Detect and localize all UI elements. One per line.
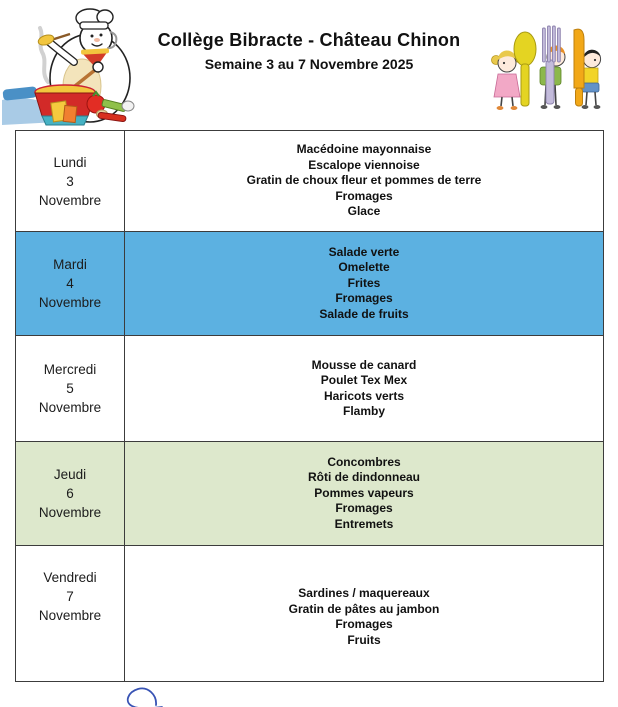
menu-item: Salade de fruits: [319, 306, 409, 321]
day-month: Novembre: [38, 295, 102, 310]
menu-cell: [125, 336, 603, 441]
day-month: Novembre: [38, 608, 102, 623]
menu-item: Macédoine mayonnaise: [296, 142, 432, 157]
menu-cell: [125, 131, 603, 231]
kids-cutlery-illustration-icon: [486, 22, 610, 118]
day-month: Novembre: [38, 505, 102, 520]
menu-item: Sardines / maquereaux: [298, 586, 430, 600]
day-date: 5: [66, 381, 74, 396]
menu-item: Flamby: [342, 404, 385, 418]
menu-item: Glace: [347, 204, 381, 219]
menu-item: Fruits: [347, 632, 381, 647]
day-date: 7: [66, 589, 74, 604]
menu-row-jeudi: [16, 442, 603, 546]
menu-item: Mousse de canard: [311, 357, 417, 372]
day-cell: [16, 546, 125, 681]
day-date: 6: [66, 486, 74, 501]
menu-table: [15, 130, 604, 682]
menu-item: Gratin de choux fleur et pommes de terre: [246, 173, 482, 188]
menu-item: Concombres: [327, 454, 401, 469]
menu-cell: [125, 232, 603, 335]
menu-item: Entremets: [334, 516, 394, 531]
title-block: [139, 30, 479, 72]
day-month: Novembre: [38, 192, 102, 208]
menu-row-mercredi: [16, 336, 603, 442]
menu-item: Fromages: [335, 291, 393, 306]
menu-item: Fromages: [335, 188, 393, 203]
page-subtitle: Semaine 3 au 7 Novembre 2025: [204, 56, 414, 72]
day-name: Vendredi: [43, 570, 97, 585]
day-date: 4: [66, 276, 74, 291]
menu-item: Frites: [347, 275, 381, 290]
menu-item: Escalope viennoise: [308, 157, 420, 172]
day-cell: [16, 232, 125, 335]
chef-illustration-icon: [2, 4, 138, 128]
day-name: Lundi: [53, 154, 87, 170]
menu-item: Pommes vapeurs: [314, 485, 414, 500]
day-month: Novembre: [38, 400, 102, 415]
document-header: [0, 0, 618, 130]
page-title: Collège Bibracte - Château Chinon: [157, 30, 461, 50]
blue-pen-scribble-icon: [110, 683, 180, 707]
menu-item: Poulet Tex Mex: [320, 373, 408, 387]
menu-cell: [125, 442, 603, 545]
day-cell: [16, 336, 125, 441]
day-cell: [16, 442, 125, 545]
menu-item: Rôti de dindonneau: [308, 470, 420, 485]
day-name: Mardi: [53, 257, 87, 272]
day-name: Jeudi: [53, 467, 87, 482]
day-date: 3: [66, 173, 74, 189]
menu-row-lundi: [16, 131, 603, 232]
menu-row-vendredi: [16, 546, 603, 681]
menu-item: Fromages: [335, 501, 393, 516]
menu-item: Omelette: [338, 260, 390, 275]
menu-row-mardi: [16, 232, 603, 336]
menu-item: Haricots verts: [323, 388, 405, 403]
day-cell: [16, 131, 125, 231]
menu-item: Gratin de pâtes au jambon: [288, 601, 440, 616]
day-name: Mercredi: [43, 362, 97, 377]
menu-item: Fromages: [335, 617, 393, 631]
menu-cell: [125, 546, 603, 681]
menu-item: Salade verte: [328, 244, 400, 259]
